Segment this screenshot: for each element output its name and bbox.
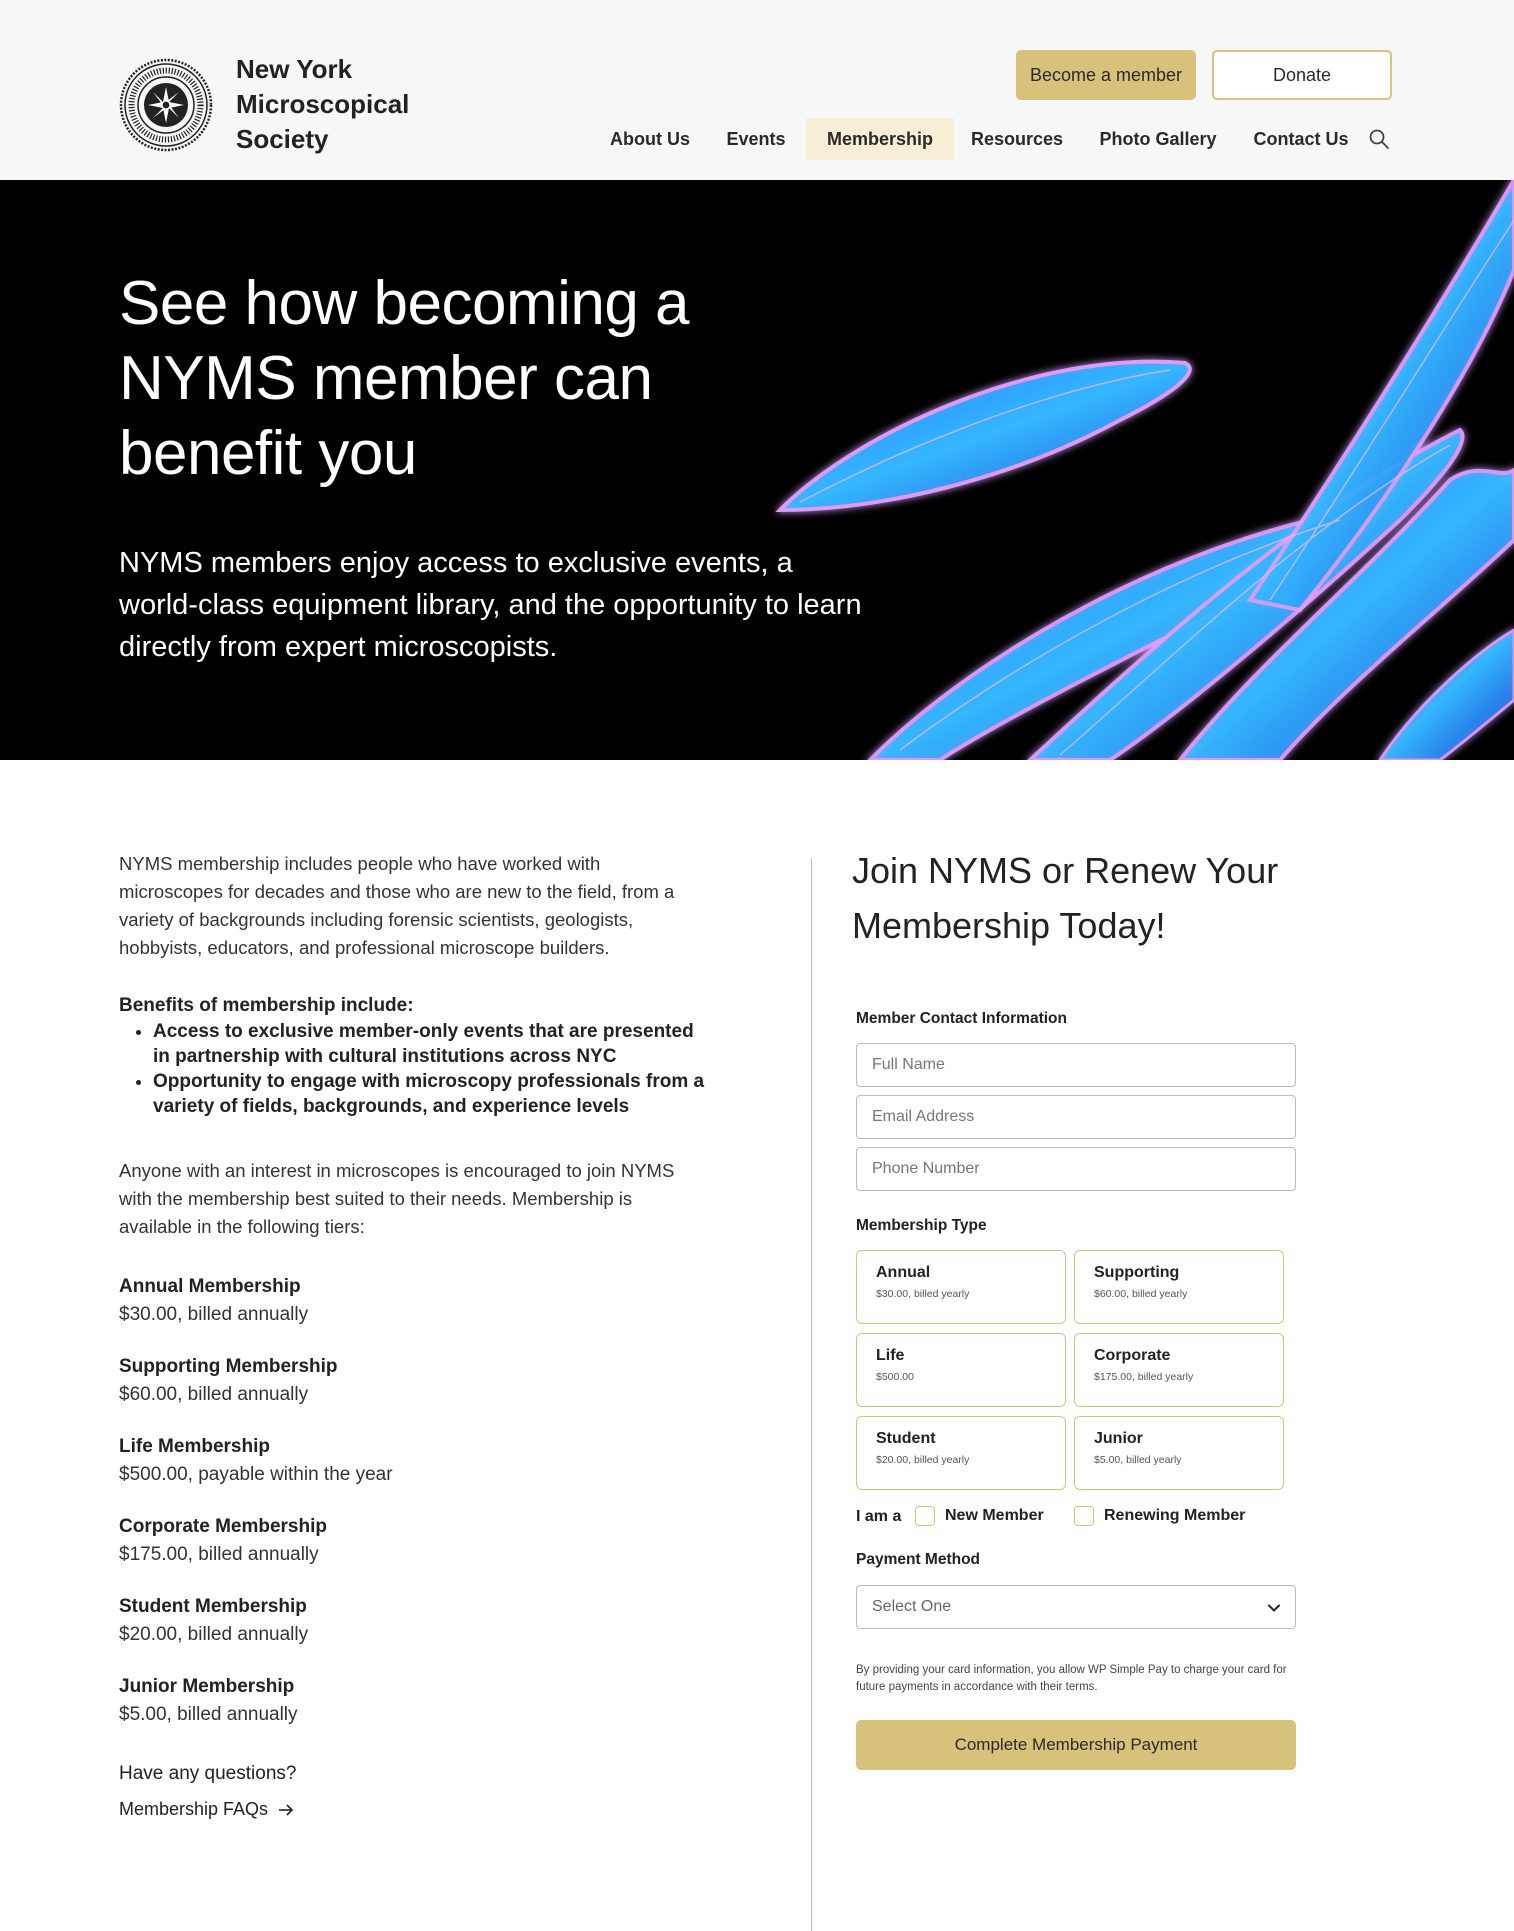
- payment-method-select[interactable]: [856, 1585, 1296, 1629]
- tier-price: $20.00, billed annually: [119, 1624, 309, 1645]
- tier-item: [119, 1673, 709, 1729]
- nav-photo-gallery[interactable]: Photo Gallery: [1099, 128, 1217, 149]
- brand-line: Society: [236, 124, 329, 154]
- option-price: $500.00: [876, 1371, 914, 1383]
- email-input[interactable]: [856, 1095, 1296, 1139]
- new-member-checkbox[interactable]: [915, 1506, 935, 1526]
- option-name: Student: [876, 1430, 936, 1447]
- option-name: Annual: [876, 1264, 931, 1281]
- complete-payment-button[interactable]: Complete Membership Payment: [856, 1720, 1296, 1770]
- membership-option-supporting[interactable]: [1074, 1250, 1284, 1324]
- search-icon[interactable]: [1368, 128, 1390, 150]
- tier-name: Supporting Membership: [119, 1356, 338, 1377]
- form-title: Join NYMS or Renew Your Membership Today!: [852, 850, 1279, 946]
- contact-info-label: Member Contact Information: [856, 1010, 1067, 1027]
- intro-paragraph: NYMS membership includes people who have worked with microscopes for decades and those who are new to the field, from a variety of backgrounds including forensic scientists, geologists, hobbyists, educators, and professional microscope builders.: [119, 853, 675, 958]
- membership-faqs-link[interactable]: [119, 1799, 709, 1820]
- column-divider: [811, 858, 812, 1931]
- option-name: Supporting: [1094, 1264, 1180, 1281]
- arrow-right-icon: [278, 1803, 294, 1817]
- benefits-list: [119, 1019, 709, 1119]
- new-member-label[interactable]: New Member: [945, 1507, 1044, 1524]
- nav-about-us[interactable]: About Us: [610, 128, 690, 149]
- membership-option-student[interactable]: [856, 1416, 1066, 1490]
- questions-text: Have any questions?: [119, 1763, 297, 1784]
- brand-line: Microscopical: [236, 89, 410, 119]
- tier-item: [119, 1593, 709, 1649]
- option-price: $30.00, billed yearly: [876, 1288, 970, 1300]
- option-price: $5.00, billed yearly: [1094, 1454, 1182, 1466]
- nav-resources[interactable]: Resources: [970, 128, 1064, 149]
- renewing-member-checkbox[interactable]: [1074, 1506, 1094, 1526]
- tier-item: [119, 1353, 709, 1409]
- chevron-down-icon: [1267, 1601, 1281, 1615]
- renewing-member-label[interactable]: Renewing Member: [1104, 1507, 1246, 1524]
- membership-option-junior[interactable]: [1074, 1416, 1284, 1490]
- payment-disclaimer: By providing your card information, you allow WP Simple Pay to charge your card for future payments in accordance with their terms.: [856, 1664, 1287, 1693]
- site-header: [0, 0, 1514, 180]
- tier-name: Life Membership: [119, 1436, 270, 1457]
- membership-option-life[interactable]: [856, 1333, 1066, 1407]
- brand-line: New York: [236, 54, 353, 84]
- tier-name: Student Membership: [119, 1596, 307, 1617]
- membership-option-annual[interactable]: [856, 1250, 1066, 1324]
- tier-price: $175.00, billed annually: [119, 1544, 319, 1565]
- member-status-label: I am a: [856, 1508, 902, 1525]
- list-item: • Opportunity to engage with microscopy professionals from a variety of fields, backgrounds, and experience levels: [153, 1069, 709, 1119]
- hero-title: See how becoming a NYMS member can benefit you: [119, 269, 690, 488]
- tier-name: Corporate Membership: [119, 1516, 327, 1537]
- main-nav: [0, 118, 1514, 162]
- membership-option-corporate[interactable]: [1074, 1333, 1284, 1407]
- full-name-input[interactable]: [856, 1043, 1296, 1087]
- hero-description: NYMS members enjoy access to exclusive events, a world-class equipment library, and the opportunity to learn directly from expert microscopists.: [119, 547, 862, 663]
- option-price: $60.00, billed yearly: [1094, 1288, 1188, 1300]
- donate-button[interactable]: Donate: [1212, 50, 1392, 100]
- option-price: $175.00, billed yearly: [1094, 1371, 1194, 1383]
- tier-price: $5.00, billed annually: [119, 1704, 298, 1725]
- tiers-list: [119, 1273, 709, 1729]
- list-item: • Access to exclusive member-only events that are presented in partnership with cultural institutions across NYC: [153, 1019, 709, 1069]
- tier-price: $60.00, billed annually: [119, 1384, 309, 1405]
- tier-name: Annual Membership: [119, 1276, 301, 1297]
- option-price: $20.00, billed yearly: [876, 1454, 970, 1466]
- tier-item: [119, 1433, 709, 1489]
- benefits-title: Benefits of membership include:: [119, 995, 414, 1016]
- tiers-intro: Anyone with an interest in microscopes is encouraged to join NYMS with the membership best suited to their needs. Membership is available in the following tiers:: [119, 1160, 675, 1237]
- become-member-button[interactable]: Become a member: [1016, 50, 1196, 100]
- tier-price: $500.00, payable within the year: [119, 1464, 393, 1485]
- option-name: Corporate: [1094, 1347, 1171, 1364]
- phone-input[interactable]: [856, 1147, 1296, 1191]
- payment-method-label: Payment Method: [856, 1551, 981, 1568]
- membership-type-label: Membership Type: [856, 1217, 987, 1234]
- nav-contact-us[interactable]: Contact Us: [1253, 128, 1349, 149]
- tier-price: $30.00, billed annually: [119, 1304, 309, 1325]
- tier-name: Junior Membership: [119, 1676, 295, 1697]
- option-name: Life: [876, 1347, 905, 1364]
- membership-info: [119, 850, 709, 1820]
- faq-link-label: Membership FAQs: [119, 1799, 269, 1819]
- select-value: Select One: [872, 1598, 952, 1615]
- tier-item: [119, 1513, 709, 1569]
- nav-events[interactable]: Events: [726, 128, 786, 149]
- nav-membership[interactable]: Membership: [806, 118, 954, 160]
- hero-banner: [0, 180, 1514, 760]
- tier-item: [119, 1273, 709, 1329]
- option-name: Junior: [1094, 1430, 1143, 1447]
